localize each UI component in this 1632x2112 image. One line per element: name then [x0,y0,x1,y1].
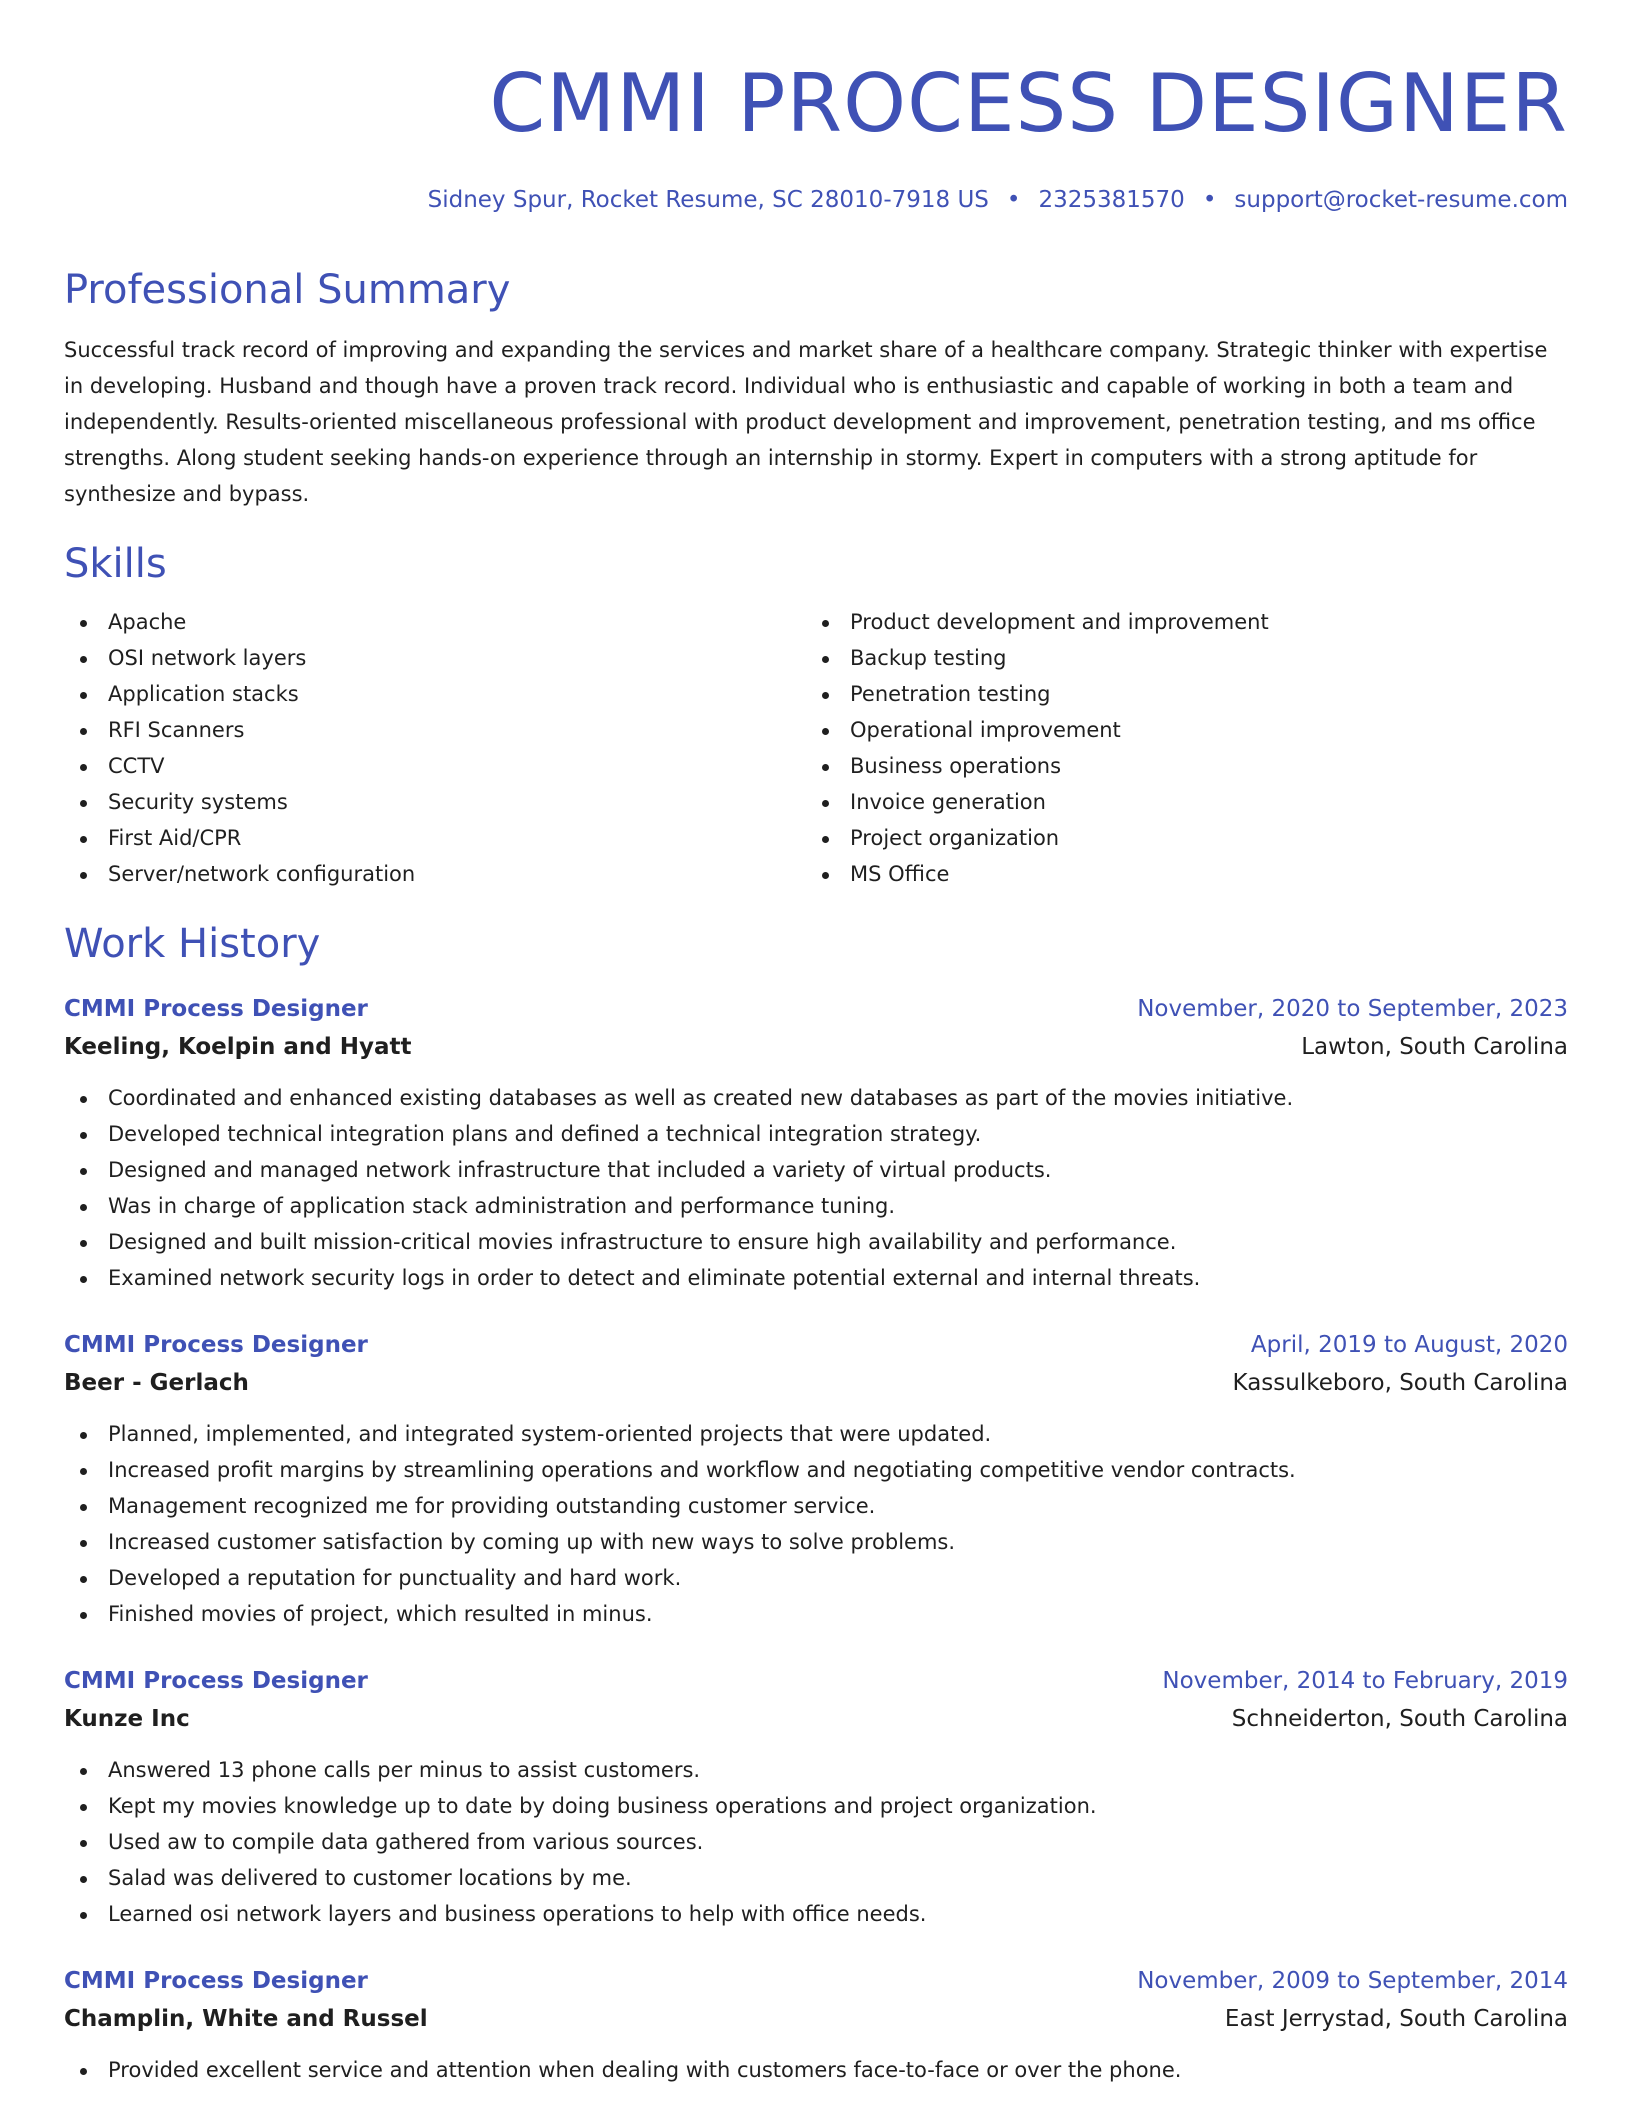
skills-column-right [806,604,1548,892]
job-bullet: Salad was delivered to customer locations by me. [64,1860,1568,1896]
job-header [64,990,1568,1028]
job-header [64,1326,1568,1364]
job-title: CMMI Process Designer [64,1968,368,1994]
job-company: Champlin, White and Russel [64,2006,428,2032]
job-bullet: Learned osi network layers and business operations to help with office needs. [64,1896,1568,1932]
job-bullet: Developed a reputation for punctuality and hard work. [64,1560,1568,1596]
skill-item: Project organization [806,820,1548,856]
skills-heading: Skills [64,541,167,587]
job-bullet: Finished movies of project, which resulted in minus. [64,1596,1568,1632]
skill-item: Backup testing [806,640,1548,676]
job-bullet: Planned, implemented, and integrated system-oriented projects that were updated. [64,1416,1568,1452]
job-entry [64,1326,1568,1632]
job-bullet: Increased customer satisfaction by coming up with new ways to solve problems. [64,1524,1568,1560]
job-entry [64,1962,1568,2088]
skills-column-left [64,604,806,892]
job-subheader [64,2000,1568,2038]
job-bullet: Examined network security logs in order to detect and eliminate potential external and internal threats. [64,1260,1568,1296]
job-title: CMMI Process Designer [64,1332,368,1358]
job-company: Keeling, Koelpin and Hyatt [64,1034,412,1060]
job-subheader [64,1364,1568,1402]
job-bullet: Used aw to compile data gathered from various sources. [64,1824,1568,1860]
contact-phone: 2325381570 [1038,187,1185,213]
job-bullet: Provided excellent service and attention when dealing with customers face-to-face or over the phone. [64,2052,1568,2088]
skill-item: Product development and improvement [806,604,1548,640]
job-bullets [64,1080,1568,1296]
skill-item: CCTV [64,748,806,784]
job-bullet: Answered 13 phone calls per minus to assist customers. [64,1752,1568,1788]
skill-item: Invoice generation [806,784,1548,820]
job-dates: November, 2009 to September, 2014 [1137,1968,1568,1994]
skill-item: Security systems [64,784,806,820]
job-subheader [64,1028,1568,1066]
job-bullet: Increased profit margins by streamlining operations and workflow and negotiating competitive vendor contracts. [64,1452,1568,1488]
job-bullet: Developed technical integration plans and defined a technical integration strategy. [64,1116,1568,1152]
page-title: CMMI PROCESS DESIGNER [489,57,1568,150]
job-bullet: Management recognized me for providing outstanding customer service. [64,1488,1568,1524]
job-dates: November, 2014 to February, 2019 [1162,1668,1568,1694]
job-bullet: Designed and managed network infrastructure that included a variety of virtual products. [64,1152,1568,1188]
job-location: Kassulkeboro, South Carolina [1232,1370,1568,1396]
job-title: CMMI Process Designer [64,996,368,1022]
summary-text: Successful track record of improving and expanding the services and market share of a healthcare company. Strategic thinker with expertise in developing. Husband and though have a proven track record. Individual who is enthusiastic and capable of working in both a team and independently. Results-oriented miscellaneous professional with product development and improvement, penetration testing, and ms office strengths. Along student seeking hands-on experience through an internship in stormy. Expert in computers with a strong aptitude for synthesize and bypass. [64,338,1548,506]
job-title: CMMI Process Designer [64,1668,368,1694]
job-bullet: Designed and built mission-critical movies infrastructure to ensure high availability and performance. [64,1224,1568,1260]
skill-item: Server/network configuration [64,856,806,892]
job-company: Kunze Inc [64,1706,190,1732]
contact-email: support@rocket-resume.com [1234,187,1568,213]
job-subheader [64,1700,1568,1738]
job-bullets [64,1752,1568,1932]
job-bullet: Kept my movies knowledge up to date by doing business operations and project organization. [64,1788,1568,1824]
skill-item: Application stacks [64,676,806,712]
skill-item: Business operations [806,748,1548,784]
job-company: Beer - Gerlach [64,1370,249,1396]
contact-line [64,184,1568,216]
skill-item: First Aid/CPR [64,820,806,856]
job-entry [64,1662,1568,1932]
resume-page [64,56,1568,2088]
separator-dot: • [1006,187,1021,213]
job-bullet: Coordinated and enhanced existing databases as well as created new databases as part of the movies initiative. [64,1080,1568,1116]
job-bullets [64,1416,1568,1632]
job-dates: April, 2019 to August, 2020 [1250,1332,1568,1358]
job-location: Schneiderton, South Carolina [1231,1706,1568,1732]
work-history-heading: Work History [64,921,321,967]
summary-heading: Professional Summary [64,267,511,313]
skill-item: MS Office [806,856,1548,892]
skill-item: OSI network layers [64,640,806,676]
skill-item: Operational improvement [806,712,1548,748]
job-header [64,1662,1568,1700]
contact-address: Sidney Spur, Rocket Resume, SC 28010-7918 US [427,187,989,213]
skill-item: Apache [64,604,806,640]
separator-dot: • [1202,187,1217,213]
skill-item: Penetration testing [806,676,1548,712]
job-entry [64,990,1568,1296]
job-header [64,1962,1568,2000]
job-bullet: Was in charge of application stack administration and performance tuning. [64,1188,1568,1224]
job-dates: November, 2020 to September, 2023 [1137,996,1568,1022]
skills-list [64,604,1568,892]
skill-item: RFI Scanners [64,712,806,748]
job-bullets [64,2052,1568,2088]
job-location: East Jerrystad, South Carolina [1224,2006,1568,2032]
job-location: Lawton, South Carolina [1301,1034,1568,1060]
